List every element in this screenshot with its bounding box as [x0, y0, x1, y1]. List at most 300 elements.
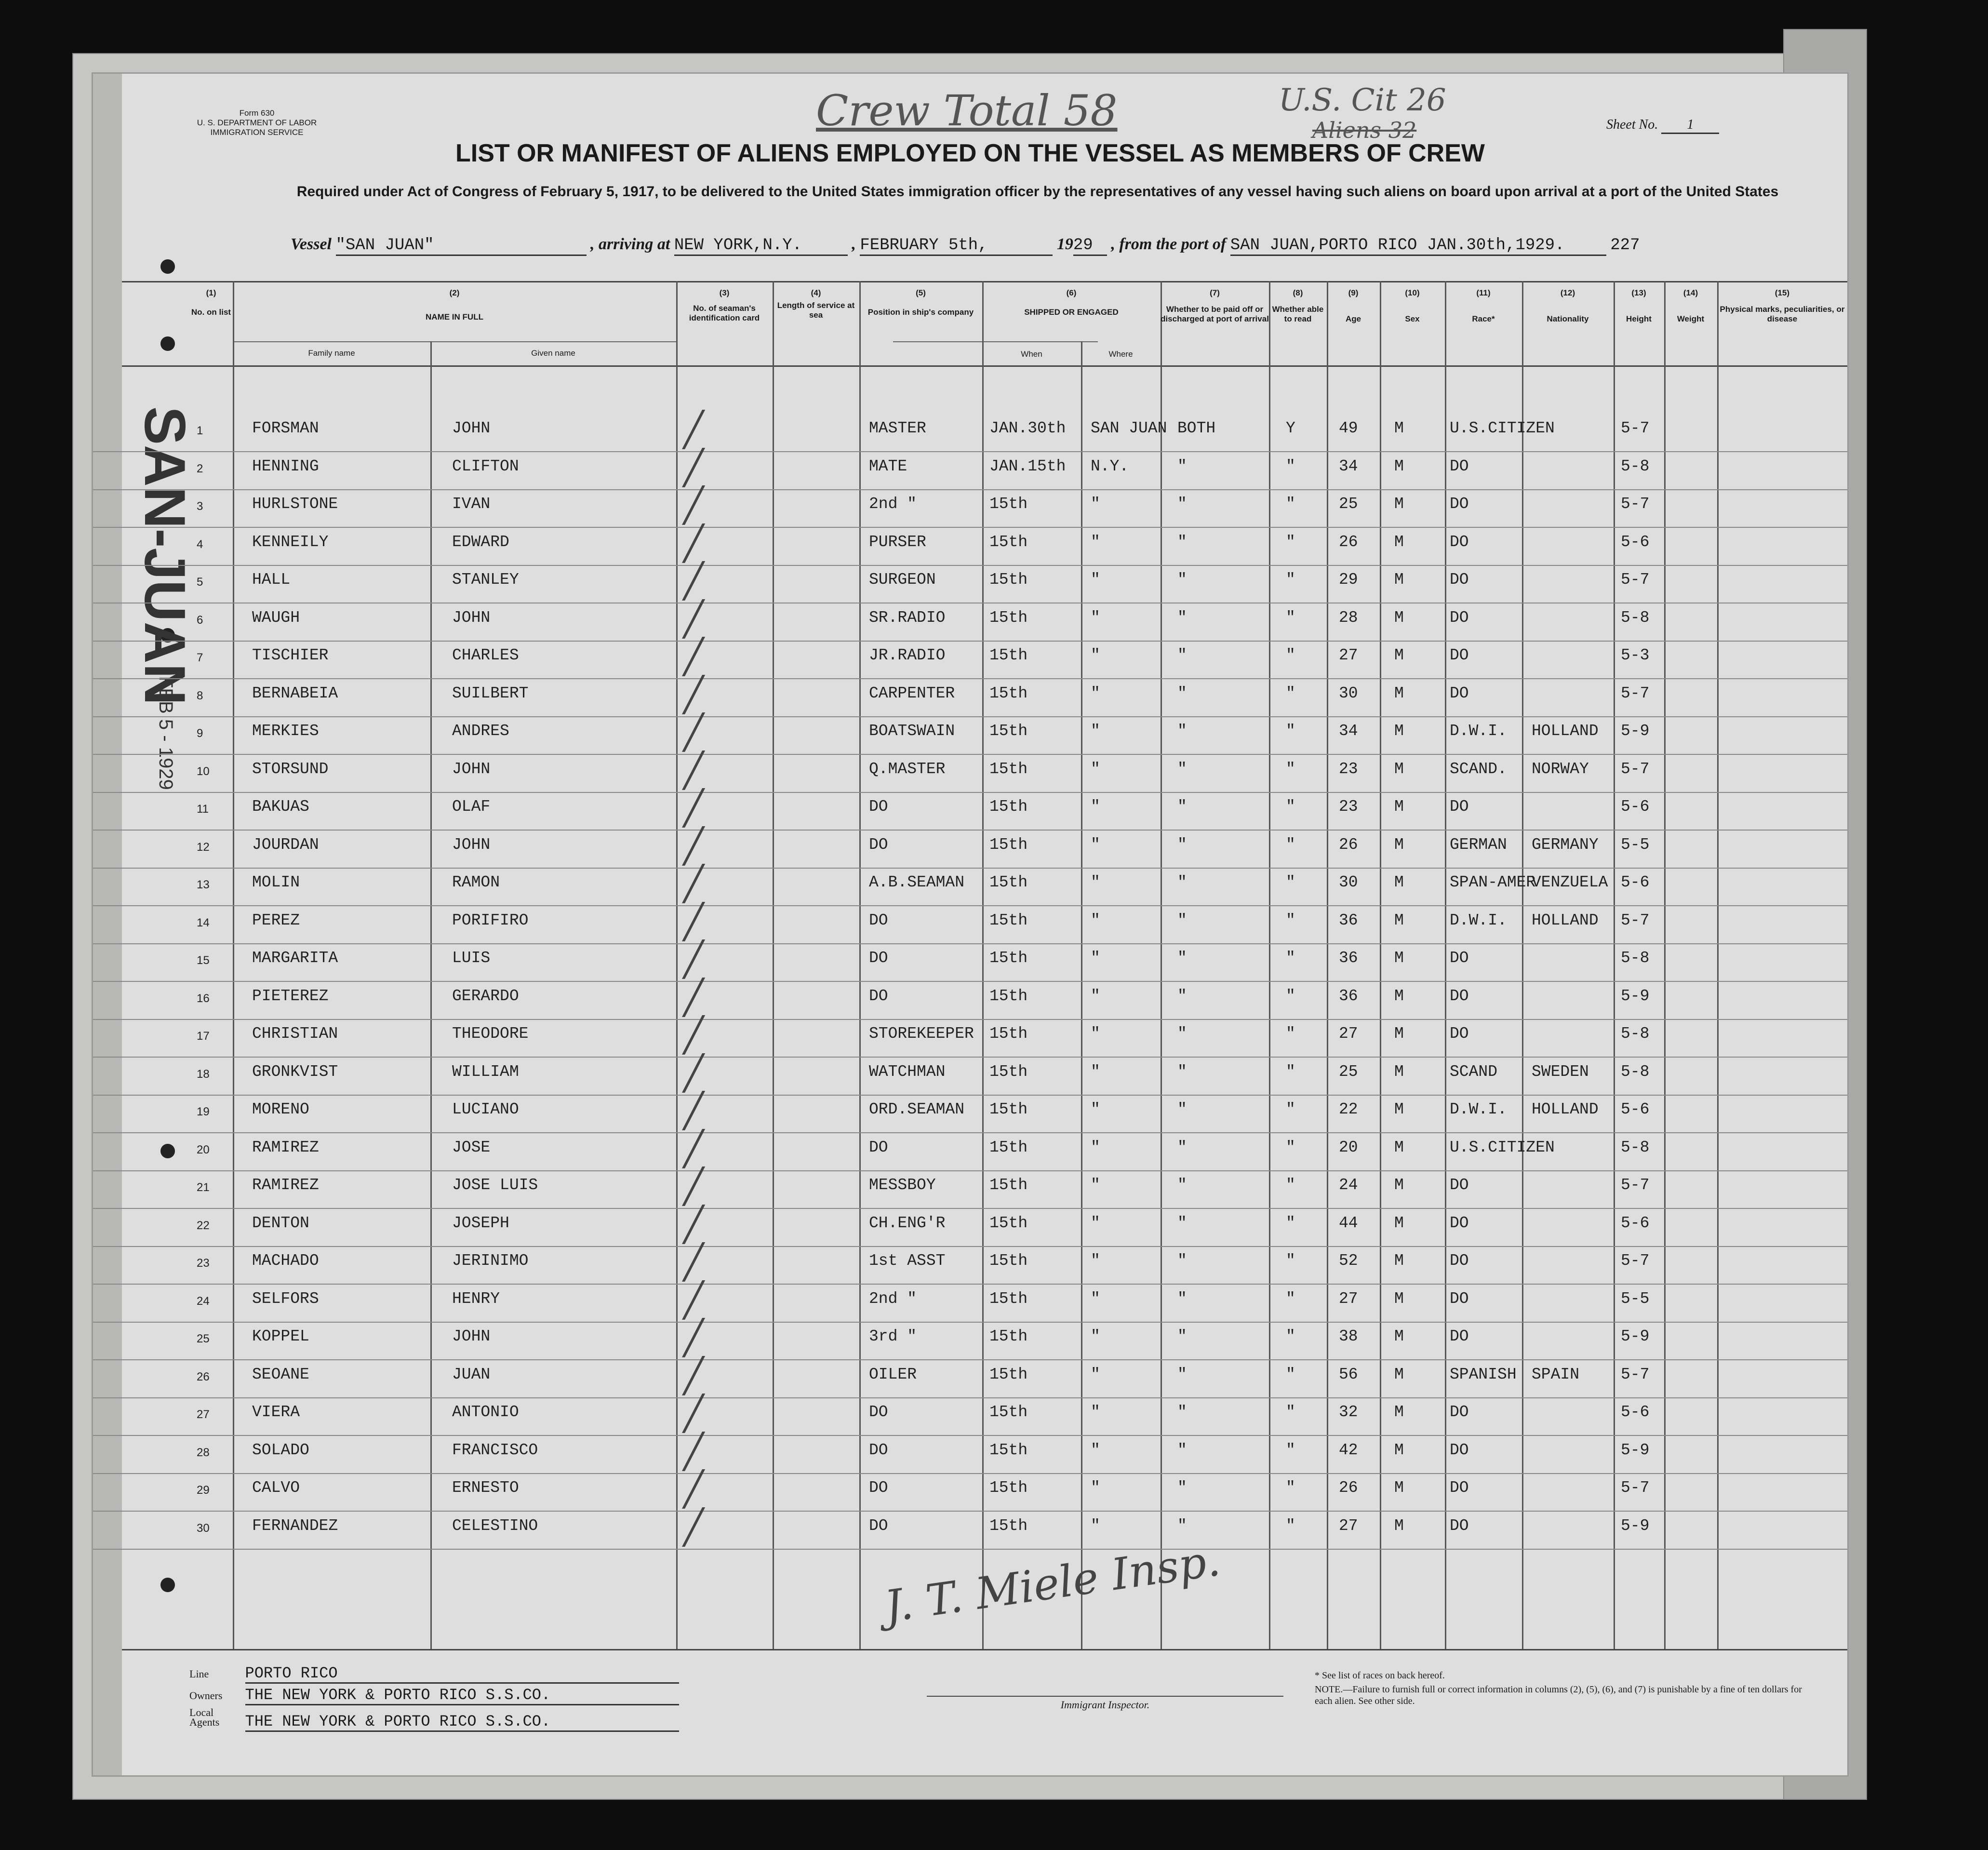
- check-mark-icon: ╱: [683, 1128, 704, 1168]
- table-row: [93, 1394, 1847, 1436]
- shipped-when: 15th: [989, 798, 1028, 816]
- paid-off: ": [1177, 1327, 1187, 1345]
- table-row: [93, 1355, 1847, 1398]
- table-row: [93, 864, 1847, 906]
- paid-off: ": [1177, 457, 1187, 475]
- check-mark-icon: ╱: [683, 1431, 704, 1471]
- paid-off: ": [1177, 571, 1187, 589]
- age: 24: [1339, 1176, 1358, 1194]
- paid-off: ": [1177, 1403, 1187, 1421]
- check-mark-icon: ╱: [683, 1091, 704, 1130]
- able-to-read: ": [1286, 684, 1295, 702]
- age: 28: [1339, 608, 1358, 627]
- row-number: 5: [197, 576, 203, 589]
- nationality: SWEDEN: [1532, 1062, 1589, 1081]
- height: 5-7: [1621, 1176, 1650, 1194]
- position: STOREKEEPER: [869, 1025, 974, 1043]
- col14-header: (14) Weight: [1677, 288, 1705, 323]
- sex: M: [1394, 1176, 1404, 1194]
- position: DO: [869, 1516, 888, 1535]
- sex: M: [1394, 1403, 1404, 1421]
- shipped-when: 15th: [989, 1441, 1028, 1459]
- race: DO: [1450, 1479, 1469, 1497]
- row-number: 20: [197, 1143, 210, 1156]
- paid-off: ": [1177, 1176, 1187, 1194]
- shipped-where: ": [1091, 571, 1100, 589]
- handwritten-crew-total: Crew Total 58: [816, 86, 1118, 135]
- given-name: JOSE: [452, 1138, 491, 1156]
- paid-off: ": [1177, 533, 1187, 551]
- paid-off: ": [1177, 1289, 1187, 1308]
- shipped-when: 15th: [989, 1025, 1028, 1043]
- age: 27: [1339, 646, 1358, 664]
- row-number: 16: [197, 992, 210, 1005]
- row-number: 27: [197, 1408, 210, 1421]
- shipped-when: 15th: [989, 1289, 1028, 1308]
- shipped-where: ": [1091, 1365, 1100, 1383]
- race: DO: [1450, 684, 1469, 702]
- paid-off: ": [1177, 1441, 1187, 1459]
- shipped-when: 15th: [989, 1516, 1028, 1535]
- check-mark-icon: ╱: [683, 410, 704, 449]
- shipped-when: 15th: [989, 760, 1028, 778]
- row-number: 18: [197, 1067, 210, 1081]
- document-subtitle: Required under Act of Congress of February 5, 1917, to be delivered to the United States immigration officer by the representatives of any vessel having such aliens on board upon arrival at a port of the United States: [296, 184, 1779, 200]
- shipped-where: ": [1091, 1252, 1100, 1270]
- shipped-when: 15th: [989, 1100, 1028, 1118]
- handwritten-aliens: Aliens 32: [1312, 117, 1417, 143]
- nationality: NORWAY: [1532, 760, 1589, 778]
- sex: M: [1394, 1516, 1404, 1535]
- shipped-where: ": [1091, 1289, 1100, 1308]
- year-prefix: 19: [1056, 235, 1073, 253]
- given-name: JOHN: [452, 419, 491, 437]
- family-name: MACHADO: [252, 1252, 319, 1270]
- row-number: 23: [197, 1257, 210, 1270]
- nationality: VENZUELA: [1532, 873, 1608, 891]
- row-number: 30: [197, 1521, 210, 1535]
- height: 5-7: [1621, 1252, 1650, 1270]
- sex: M: [1394, 873, 1404, 891]
- shipped-when: 15th: [989, 1327, 1028, 1345]
- check-mark-icon: ╱: [683, 1280, 704, 1320]
- arriving-label: , arriving at: [590, 235, 670, 253]
- given-name: IVAN: [452, 495, 491, 513]
- row-number: 19: [197, 1105, 210, 1118]
- family-name: KOPPEL: [252, 1327, 309, 1345]
- sheet-value: 1: [1661, 117, 1719, 134]
- able-to-read: ": [1286, 722, 1295, 740]
- row-number: 29: [197, 1484, 210, 1497]
- table-header-border: [122, 365, 1847, 367]
- given-name: GERARDO: [452, 987, 519, 1005]
- height: 5-7: [1621, 1479, 1650, 1497]
- age: 42: [1339, 1441, 1358, 1459]
- able-to-read: ": [1286, 571, 1295, 589]
- paid-off: ": [1177, 1025, 1187, 1043]
- manifest-sheet: [92, 72, 1849, 1777]
- sex: M: [1394, 533, 1404, 551]
- race: DO: [1450, 1327, 1469, 1345]
- given-name: RAMON: [452, 873, 500, 891]
- given-name: JOHN: [452, 608, 491, 627]
- paid-off: ": [1177, 1516, 1187, 1535]
- footer-agents: [189, 1708, 679, 1732]
- race: SPANISH: [1450, 1365, 1517, 1383]
- shipped-where: ": [1091, 533, 1100, 551]
- position: MATE: [869, 457, 907, 475]
- shipped-where: ": [1091, 835, 1100, 854]
- age: 26: [1339, 1479, 1358, 1497]
- given-name: ANTONIO: [452, 1403, 519, 1421]
- position: PURSER: [869, 533, 926, 551]
- position: SR.RADIO: [869, 608, 946, 627]
- able-to-read: Y: [1286, 419, 1295, 437]
- col3-header: (3) No. of seaman's identification card: [689, 288, 760, 322]
- arrival-date: FEBRUARY 5th,: [860, 236, 1053, 256]
- side-stamp: SAN-JUAN: [133, 406, 197, 706]
- sex: M: [1394, 722, 1404, 740]
- able-to-read: ": [1286, 1327, 1295, 1345]
- shipped-where: ": [1091, 1176, 1100, 1194]
- col2-header: (2) NAME IN FULL: [426, 288, 483, 322]
- table-row: [93, 1469, 1847, 1512]
- paid-off: ": [1177, 684, 1187, 702]
- position: CARPENTER: [869, 684, 955, 702]
- race: U.S.CITIZEN: [1450, 1138, 1555, 1156]
- given-name-header: Given name: [531, 349, 575, 358]
- paid-off: ": [1177, 646, 1187, 664]
- row-number: 1: [197, 424, 203, 437]
- nationality: HOLLAND: [1532, 911, 1599, 929]
- shipped-when: JAN.15th: [989, 457, 1066, 475]
- family-name: CALVO: [252, 1479, 300, 1497]
- table-row: [93, 410, 1847, 452]
- shipped-when: 15th: [989, 608, 1028, 627]
- col1-header: (1) No. on list: [191, 288, 231, 317]
- race: DO: [1450, 646, 1469, 664]
- family-name: MOLIN: [252, 873, 300, 891]
- height: 5-7: [1621, 571, 1650, 589]
- given-name: CLIFTON: [452, 457, 519, 475]
- paid-off: BOTH: [1177, 419, 1216, 437]
- races-note: * See list of races on back hereof.: [1315, 1670, 1445, 1681]
- port-value: SAN JUAN,PORTO RICO JAN.30th,1929.: [1230, 236, 1606, 256]
- able-to-read: ": [1286, 1252, 1295, 1270]
- able-to-read: ": [1286, 1289, 1295, 1308]
- row-number: 17: [197, 1030, 210, 1043]
- check-mark-icon: ╱: [683, 485, 704, 525]
- race: DO: [1450, 987, 1469, 1005]
- sex: M: [1394, 1479, 1404, 1497]
- sex: M: [1394, 1252, 1404, 1270]
- paid-off: ": [1177, 722, 1187, 740]
- row-number: 9: [197, 727, 203, 740]
- footer-owners: [189, 1686, 679, 1705]
- able-to-read: ": [1286, 1365, 1295, 1383]
- check-mark-icon: ╱: [683, 523, 704, 563]
- table-row: [93, 1280, 1847, 1323]
- check-mark-icon: ╱: [683, 977, 704, 1017]
- shipped-where: ": [1091, 1479, 1100, 1497]
- height: 5-6: [1621, 1214, 1650, 1232]
- sex: M: [1394, 608, 1404, 627]
- row-number: 3: [197, 500, 203, 513]
- given-name: CHARLES: [452, 646, 519, 664]
- position: 1st ASST: [869, 1252, 946, 1270]
- sex: M: [1394, 911, 1404, 929]
- given-name: LUIS: [452, 949, 491, 967]
- able-to-read: ": [1286, 1176, 1295, 1194]
- nationality: GERMANY: [1532, 835, 1599, 854]
- family-name: BERNABEIA: [252, 684, 338, 702]
- vessel-label: Vessel: [291, 235, 332, 253]
- manifest-number: 227: [1610, 236, 1640, 255]
- family-name: PIETEREZ: [252, 987, 329, 1005]
- shipped-where: ": [1091, 1516, 1100, 1535]
- agents-value: THE NEW YORK & PORTO RICO S.S.CO.: [245, 1713, 679, 1732]
- given-name: FRANCISCO: [452, 1441, 538, 1459]
- family-name: JOURDAN: [252, 835, 319, 854]
- shipped-where: ": [1091, 495, 1100, 513]
- able-to-read: ": [1286, 911, 1295, 929]
- table-row: [93, 561, 1847, 603]
- shipped-where: ": [1091, 1403, 1100, 1421]
- row-number: 25: [197, 1332, 210, 1345]
- arrival-year: 29: [1073, 236, 1107, 256]
- able-to-read: ": [1286, 1100, 1295, 1118]
- shipped-where: ": [1091, 873, 1100, 891]
- position: 2nd ": [869, 495, 917, 513]
- row-number: 14: [197, 916, 210, 929]
- inspector-label: Immigrant Inspector.: [927, 1696, 1283, 1711]
- race: GERMAN: [1450, 835, 1507, 854]
- sex: M: [1394, 1441, 1404, 1459]
- table-row: [93, 1204, 1847, 1247]
- given-name: OLAF: [452, 798, 491, 816]
- name-subheader-line: [233, 341, 676, 342]
- shipped-when: 15th: [989, 1062, 1028, 1081]
- sex: M: [1394, 760, 1404, 778]
- able-to-read: ": [1286, 533, 1295, 551]
- col13-header: (13) Height: [1626, 288, 1652, 323]
- height: 5-7: [1621, 495, 1650, 513]
- given-name: STANLEY: [452, 571, 519, 589]
- age: 56: [1339, 1365, 1358, 1383]
- table-row: [93, 712, 1847, 755]
- race: DO: [1450, 533, 1469, 551]
- shipped-where: ": [1091, 1214, 1100, 1232]
- footer-line: [189, 1664, 679, 1684]
- given-name: LUCIANO: [452, 1100, 519, 1118]
- sex: M: [1394, 495, 1404, 513]
- check-mark-icon: ╱: [683, 447, 704, 487]
- table-row: [93, 1318, 1847, 1360]
- position: WATCHMAN: [869, 1062, 946, 1081]
- paid-off: ": [1177, 1365, 1187, 1383]
- able-to-read: ": [1286, 1138, 1295, 1156]
- height: 5-8: [1621, 1138, 1650, 1156]
- row-number: 26: [197, 1370, 210, 1383]
- given-name: JUAN: [452, 1365, 491, 1383]
- age: 27: [1339, 1025, 1358, 1043]
- check-mark-icon: ╱: [683, 674, 704, 714]
- row-number: 6: [197, 613, 203, 627]
- able-to-read: ": [1286, 1516, 1295, 1535]
- given-name: HENRY: [452, 1289, 500, 1308]
- age: 36: [1339, 911, 1358, 929]
- where-header: Where: [1108, 349, 1133, 359]
- family-name: RAMIREZ: [252, 1138, 319, 1156]
- handwritten-us-citizens: U.S. Cit 26: [1279, 82, 1446, 118]
- row-number: 22: [197, 1219, 210, 1232]
- check-mark-icon: ╱: [683, 1204, 704, 1244]
- family-name-header: Family name: [308, 349, 355, 358]
- position: MESSBOY: [869, 1176, 936, 1194]
- height: 5-5: [1621, 1289, 1650, 1308]
- able-to-read: ": [1286, 1403, 1295, 1421]
- nationality: HOLLAND: [1532, 1100, 1599, 1118]
- height: 5-5: [1621, 835, 1650, 854]
- line-label: Line: [189, 1668, 209, 1680]
- height: 5-8: [1621, 457, 1650, 475]
- shipped-where: ": [1091, 1062, 1100, 1081]
- inspector-signature: J. T. Miele Insp.: [881, 1535, 1224, 1633]
- race: U.S.CITIZEN: [1450, 419, 1555, 437]
- table-row: [93, 788, 1847, 831]
- given-name: PORIFIRO: [452, 911, 529, 929]
- check-mark-icon: ╱: [683, 750, 704, 790]
- paid-off: ": [1177, 1138, 1187, 1156]
- check-mark-icon: ╱: [683, 901, 704, 941]
- family-name: VIERA: [252, 1403, 300, 1421]
- shipped-when: 15th: [989, 571, 1028, 589]
- race: SCAND.: [1450, 760, 1507, 778]
- race: DO: [1450, 571, 1469, 589]
- height: 5-9: [1621, 987, 1650, 1005]
- family-name: HALL: [252, 571, 291, 589]
- given-name: CELESTINO: [452, 1516, 538, 1535]
- family-name: MORENO: [252, 1100, 309, 1118]
- row-number: 12: [197, 840, 210, 854]
- check-mark-icon: ╱: [683, 561, 704, 601]
- row-number: 10: [197, 764, 210, 778]
- family-name: BAKUAS: [252, 798, 309, 816]
- punch-hole: [160, 1578, 175, 1592]
- position: Q.MASTER: [869, 760, 946, 778]
- height: 5-7: [1621, 911, 1650, 929]
- shipped-where: ": [1091, 798, 1100, 816]
- col7-header: (7) Whether to be paid off or discharged at port of arrival: [1161, 288, 1269, 323]
- height: 5-6: [1621, 533, 1650, 551]
- col5-header: (5) Position in ship's company: [867, 288, 974, 317]
- family-name: TISCHIER: [252, 646, 329, 664]
- age: 23: [1339, 760, 1358, 778]
- race: SCAND: [1450, 1062, 1498, 1081]
- given-name: JOHN: [452, 835, 491, 854]
- race: DO: [1450, 1025, 1469, 1043]
- service: IMMIGRATION SERVICE: [210, 128, 304, 137]
- position: A.B.SEAMAN: [869, 873, 965, 891]
- able-to-read: ": [1286, 987, 1295, 1005]
- position: SURGEON: [869, 571, 936, 589]
- shipped-when: 15th: [989, 987, 1028, 1005]
- race: DO: [1450, 949, 1469, 967]
- shipped-when: 15th: [989, 1252, 1028, 1270]
- position: DO: [869, 1441, 888, 1459]
- check-mark-icon: ╱: [683, 939, 704, 979]
- age: 34: [1339, 457, 1358, 475]
- height: 5-9: [1621, 1327, 1650, 1345]
- family-name: PEREZ: [252, 911, 300, 929]
- table-row: [93, 826, 1847, 869]
- table-row: [93, 637, 1847, 679]
- given-name: EDWARD: [452, 533, 509, 551]
- shipped-subheader-line: [893, 341, 1098, 342]
- height: 5-6: [1621, 1100, 1650, 1118]
- vessel-line: Vessel "SAN JUAN" , arriving at NEW YORK,N.Y. , FEBRUARY 5th, 1929 , from the port of SAN JUAN,PORTO RICO JAN.30th,1929. 227: [291, 235, 1640, 256]
- position: DO: [869, 1138, 888, 1156]
- family-name: FORSMAN: [252, 419, 319, 437]
- age: 44: [1339, 1214, 1358, 1232]
- sex: M: [1394, 1100, 1404, 1118]
- shipped-when: 15th: [989, 1365, 1028, 1383]
- position: JR.RADIO: [869, 646, 946, 664]
- sex: M: [1394, 1327, 1404, 1345]
- table-row: [93, 1242, 1847, 1285]
- table-row: [93, 939, 1847, 982]
- family-name: MERKIES: [252, 722, 319, 740]
- family-name: DENTON: [252, 1214, 309, 1232]
- race: D.W.I.: [1450, 722, 1507, 740]
- height: 5-7: [1621, 1365, 1650, 1383]
- family-name: FERNANDEZ: [252, 1516, 338, 1535]
- table-row: [93, 447, 1847, 490]
- shipped-when: 15th: [989, 495, 1028, 513]
- paid-off: ": [1177, 911, 1187, 929]
- sex: M: [1394, 1365, 1404, 1383]
- family-name: HURLSTONE: [252, 495, 338, 513]
- height: 5-9: [1621, 722, 1650, 740]
- position: 2nd ": [869, 1289, 917, 1308]
- position: DO: [869, 1479, 888, 1497]
- shipped-when: 15th: [989, 1479, 1028, 1497]
- check-mark-icon: ╱: [683, 1469, 704, 1509]
- row-number: 28: [197, 1446, 210, 1459]
- position: DO: [869, 798, 888, 816]
- shipped-where: ": [1091, 1441, 1100, 1459]
- punch-hole: [160, 259, 175, 274]
- age: 30: [1339, 873, 1358, 891]
- table-row: [93, 1128, 1847, 1171]
- family-name: MARGARITA: [252, 949, 338, 967]
- punch-hole: [160, 336, 175, 351]
- given-name: JOSE LUIS: [452, 1176, 538, 1194]
- arriving-value: NEW YORK,N.Y.: [674, 236, 848, 256]
- family-name: CHRISTIAN: [252, 1025, 338, 1043]
- check-mark-icon: ╱: [683, 1394, 704, 1433]
- age: 25: [1339, 495, 1358, 513]
- table-row: [93, 1053, 1847, 1096]
- sex: M: [1394, 457, 1404, 475]
- family-name: WAUGH: [252, 608, 300, 627]
- sex: M: [1394, 571, 1404, 589]
- paid-off: ": [1177, 1214, 1187, 1232]
- position: OILER: [869, 1365, 917, 1383]
- age: 29: [1339, 571, 1358, 589]
- sex: M: [1394, 835, 1404, 854]
- height: 5-7: [1621, 684, 1650, 702]
